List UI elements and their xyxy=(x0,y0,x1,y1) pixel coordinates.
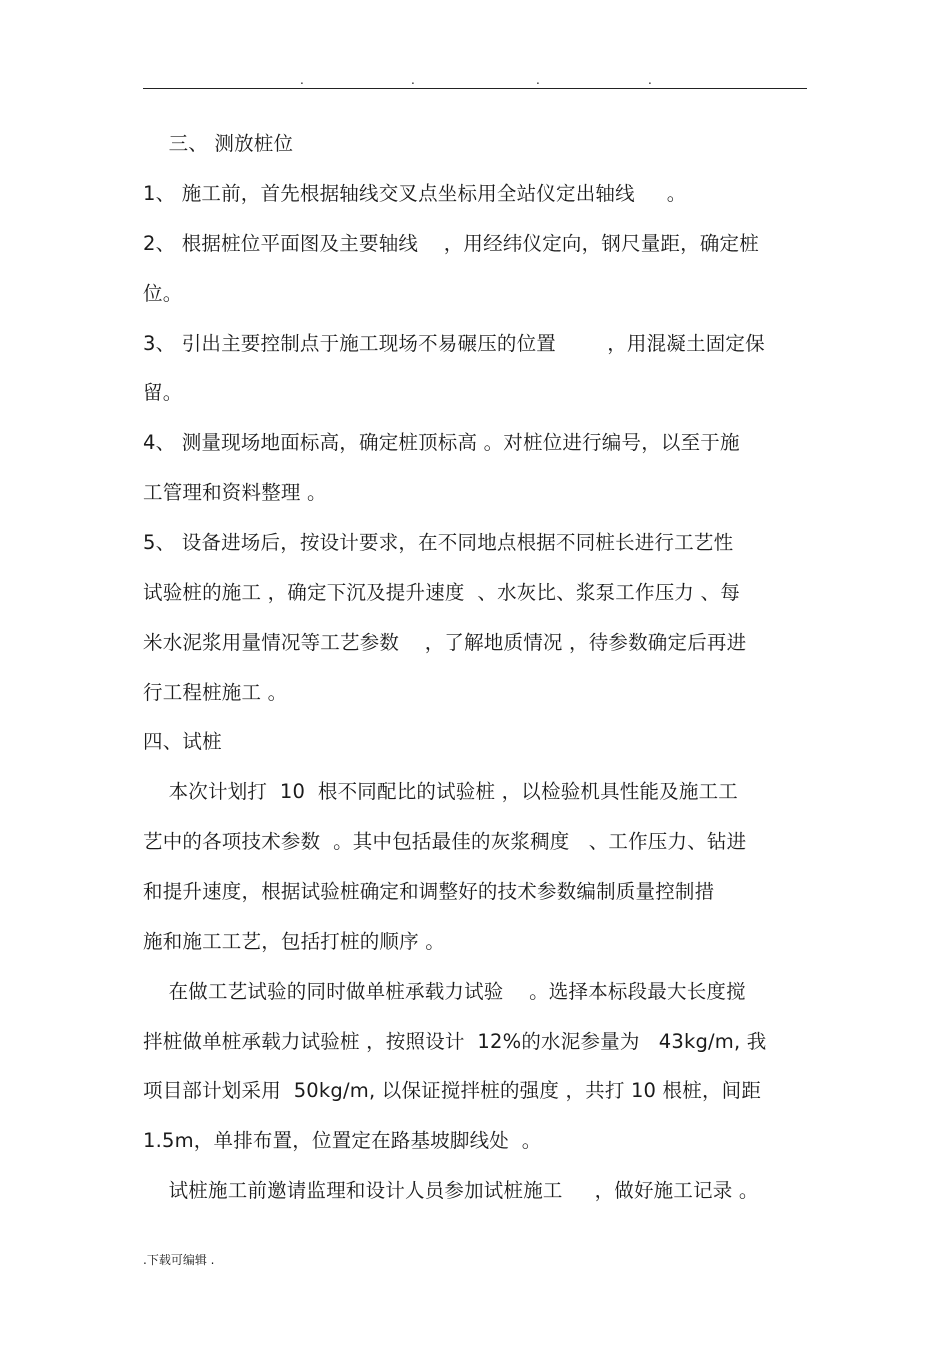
paragraph-line: 1、 施工前，首先根据轴线交叉点坐标用全站仪定出轴线 。 xyxy=(143,182,687,205)
header-rule xyxy=(143,88,807,89)
paragraph-line: 在做工艺试验的同时做单桩承载力试验 。选择本标段最大长度搅 xyxy=(143,980,746,1003)
section-heading: 四、试桩 xyxy=(143,730,222,753)
paragraph-line: 试验桩的施工 ，确定下沉及提升速度 、水灰比、浆泵工作压力 、每 xyxy=(143,581,740,604)
header-dot: . xyxy=(411,73,415,87)
paragraph-line: 施和施工工艺，包括打桩的顺序 。 xyxy=(143,930,445,953)
paragraph-line: 2、 根据桩位平面图及主要轴线 ，用经纬仪定向，钢尺量距，确定桩 xyxy=(143,232,759,255)
paragraph-line: 行工程桩施工 。 xyxy=(143,681,288,704)
section-heading: 三、 测放桩位 xyxy=(143,132,294,155)
paragraph-line: 拌桩做单桩承载力试验桩 ，按照设计 12%的水泥参量为 43kg/m, 我 xyxy=(143,1030,767,1053)
paragraph-line: 工管理和资料整理 。 xyxy=(143,481,327,504)
paragraph-line: 4、 测量现场地面标高，确定桩顶标高 。对桩位进行编号，以至于施 xyxy=(143,431,740,454)
paragraph-line: 试桩施工前邀请监理和设计人员参加试桩施工 ，做好施工记录 。 xyxy=(143,1179,759,1202)
header-dot: . xyxy=(300,73,304,87)
paragraph-line: 5、 设备进场后，按设计要求，在不同地点根据不同桩长进行工艺性 xyxy=(143,531,734,554)
paragraph-line: 留。 xyxy=(143,381,183,404)
paragraph-line: 和提升速度，根据试验桩确定和调整好的技术参数编制质量控制措 xyxy=(143,880,715,903)
paragraph-line: 本次计划打 10 根不同配比的试验桩 ，以检验机具性能及施工工 xyxy=(143,780,738,803)
header-dot: . xyxy=(536,73,540,87)
paragraph-line: 艺中的各项技术参数 。其中包括最佳的灰浆稠度 、工作压力、钻进 xyxy=(143,830,747,853)
page-footer: .下载可编辑 . xyxy=(143,1253,215,1267)
paragraph-line: 3、 引出主要控制点于施工现场不易碾压的位置 ，用混凝土固定保 xyxy=(143,332,765,355)
header-dot: . xyxy=(648,73,652,87)
paragraph-line: 项目部计划采用 50kg/m, 以保证搅拌桩的强度 ，共打 10 根桩，间距 xyxy=(143,1079,762,1102)
paragraph-line: 位。 xyxy=(143,282,183,305)
paragraph-line: 1.5m，单排布置，位置定在路基坡脚线处 。 xyxy=(143,1129,542,1152)
paragraph-line: 米水泥浆用量情况等工艺参数 ，了解地质情况 ，待参数确定后再进 xyxy=(143,631,747,654)
